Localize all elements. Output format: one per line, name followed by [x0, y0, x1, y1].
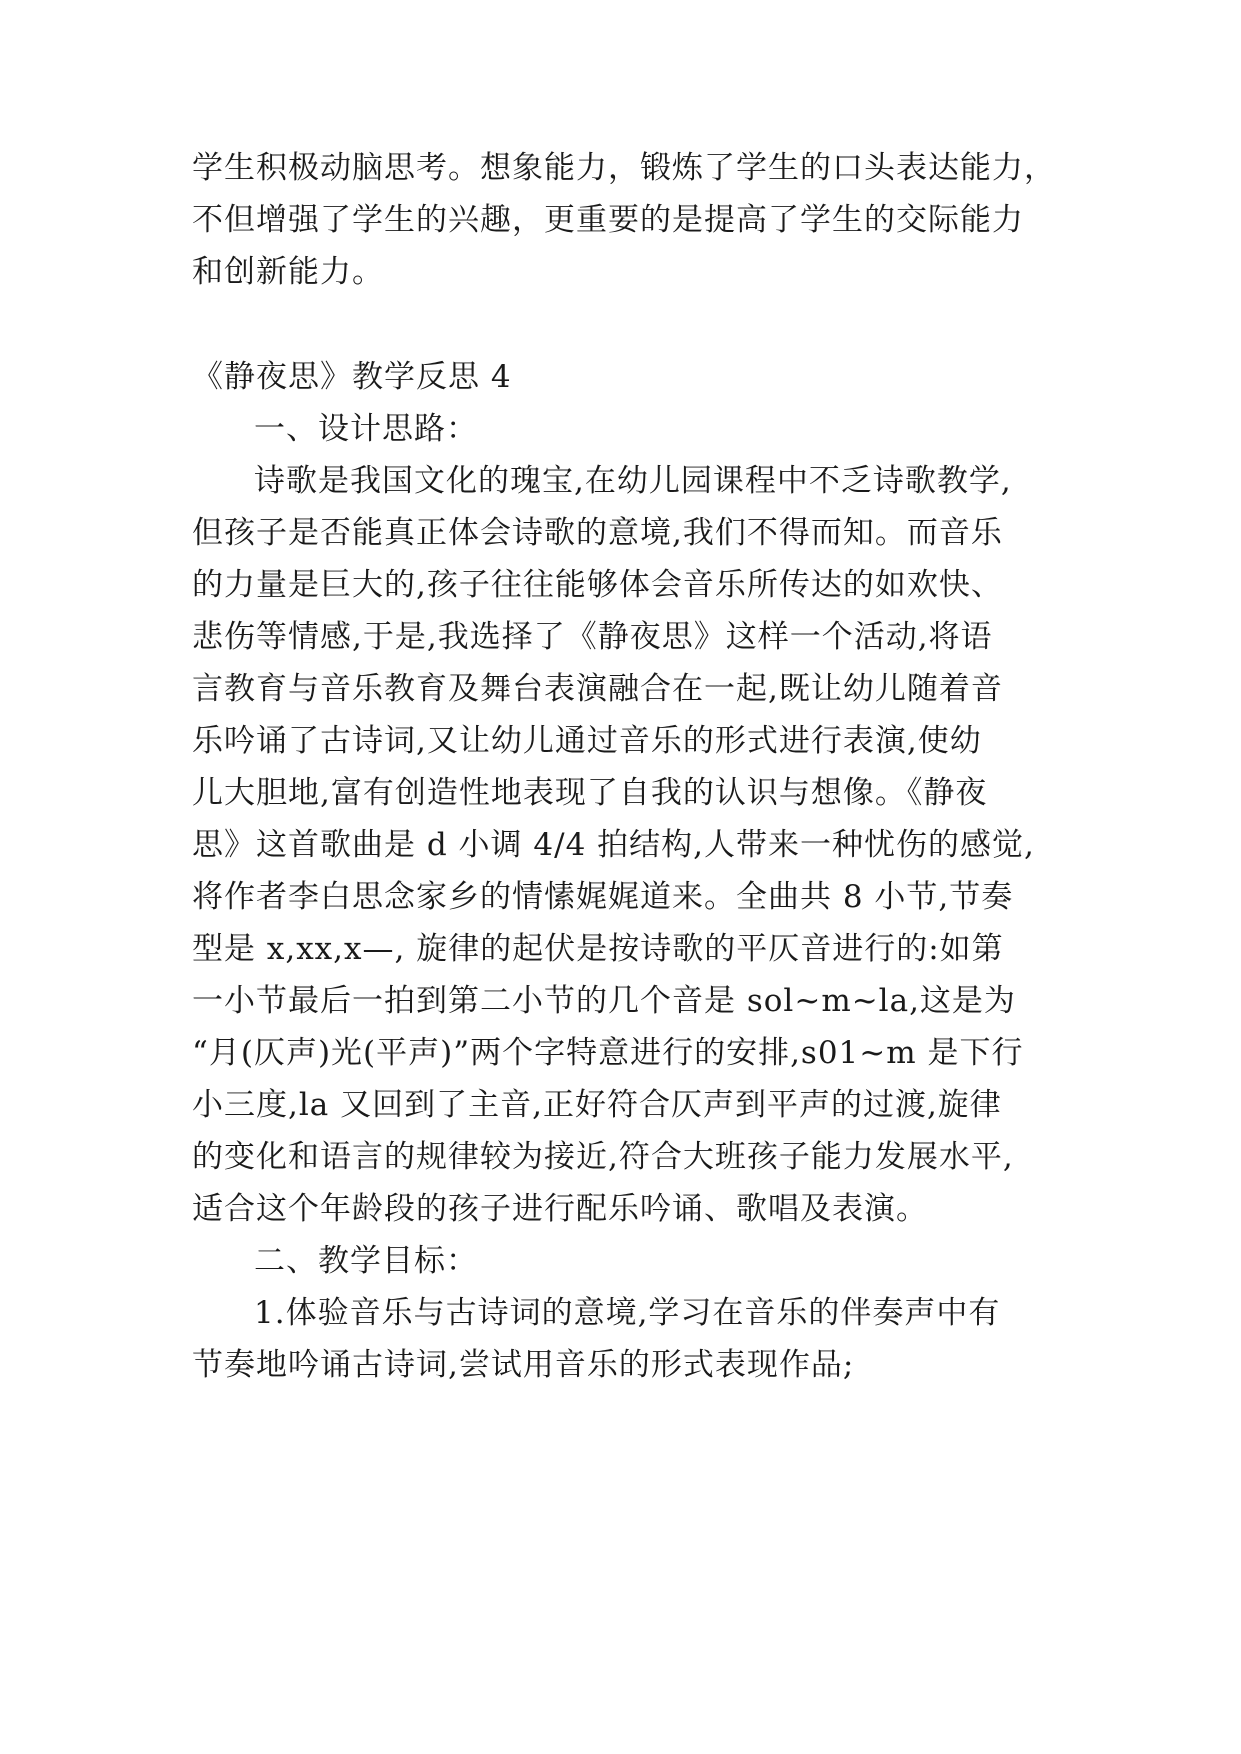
- paragraph-line: 诗歌是我国文化的瑰宝,在幼儿园课程中不乏诗歌教学,: [254, 463, 1012, 499]
- paragraph-line: 适合这个年龄段的孩子进行配乐吟诵、歌唱及表演。: [192, 1191, 928, 1227]
- paragraph-line: 儿大胆地,富有创造性地表现了自我的认识与想像。《静夜: [192, 775, 988, 811]
- paragraph-line: “月(仄声)光(平声)”两个字特意进行的安排,s01~m 是下行: [192, 1035, 1024, 1071]
- paragraph-line: 小三度,la 又回到了主音,正好符合仄声到平声的过渡,旋律: [192, 1087, 1002, 1123]
- paragraph-line: 悲伤等情感,于是,我选择了《静夜思》这样一个活动,将语: [192, 619, 993, 655]
- section-heading: 《静夜思》教学反思 4: [192, 359, 512, 395]
- paragraph-line: 的变化和语言的规律较为接近,符合大班孩子能力发展水平,: [192, 1139, 1014, 1175]
- paragraph-line: 思》这首歌曲是 d 小调 4/4 拍结构,人带来一种忧伤的感觉,: [192, 827, 1035, 863]
- paragraph-line: 学生积极动脑思考。想象能力，锻炼了学生的口头表达能力，: [192, 150, 1056, 186]
- paragraph-line: 节奏地吟诵古诗词,尝试用音乐的形式表现作品;: [192, 1347, 855, 1383]
- subsection-heading: 二、教学目标：: [254, 1243, 478, 1279]
- paragraph-line: 言教育与音乐教育及舞台表演融合在一起,既让幼儿随着音: [192, 671, 1003, 707]
- paragraph-line: 不但增强了学生的兴趣，更重要的是提高了学生的交际能力: [192, 202, 1024, 238]
- subsection-heading: 一、设计思路：: [254, 411, 478, 447]
- paragraph-line: 型是 x,xx,x—, 旋律的起伏是按诗歌的平仄音进行的:如第: [192, 931, 1004, 967]
- paragraph-line: 但孩子是否能真正体会诗歌的意境,我们不得而知。而音乐: [192, 515, 1003, 551]
- paragraph-line: 和创新能力。: [192, 254, 384, 290]
- paragraph-line: 一小节最后一拍到第二小节的几个音是 sol~m~la,这是为: [192, 983, 1016, 1019]
- paragraph-line: 将作者李白思念家乡的情愫娓娓道来。全曲共 8 小节,节奏: [192, 879, 1014, 915]
- paragraph-line: 1.体验音乐与古诗词的意境,学习在音乐的伴奏声中有: [254, 1295, 1001, 1331]
- paragraph-line: 乐吟诵了古诗词,又让幼儿通过音乐的形式进行表演,使幼: [192, 723, 982, 759]
- paragraph-line: 的力量是巨大的,孩子往往能够体会音乐所传达的如欢快、: [192, 567, 1003, 603]
